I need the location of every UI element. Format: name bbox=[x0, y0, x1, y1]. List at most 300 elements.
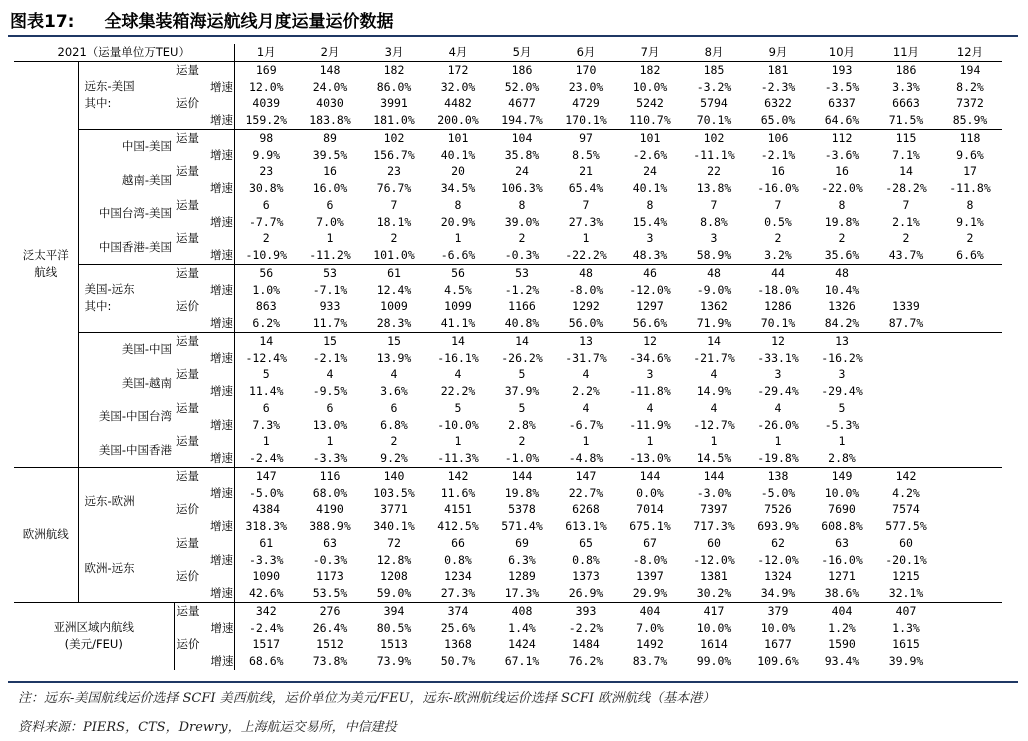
volume-cell: 20 bbox=[451, 164, 465, 179]
growth-cell: 10.0% bbox=[824, 485, 860, 500]
price-cell: 1512 bbox=[316, 637, 344, 652]
growth-label: 增速 bbox=[210, 384, 233, 398]
growth-cell: -16.1% bbox=[437, 350, 479, 365]
vol-label: 运量 bbox=[174, 264, 214, 281]
growth-cell: -10.9% bbox=[234, 247, 298, 264]
growth-cell: 13.8% bbox=[696, 181, 732, 195]
growth-cell: -3.3% bbox=[312, 451, 348, 465]
growth-cell: 53.5% bbox=[312, 586, 348, 600]
group-label: 泛太平洋航线 bbox=[22, 248, 69, 280]
growth-cell: 8.5% bbox=[572, 147, 600, 162]
volume-cell: 97 bbox=[554, 129, 618, 146]
spacer bbox=[214, 400, 234, 417]
growth-cell: 12.4% bbox=[376, 282, 412, 297]
month-header: 4月 bbox=[448, 45, 468, 59]
volume-cell: 65 bbox=[579, 535, 593, 550]
growth-cell: -3.3% bbox=[234, 552, 298, 569]
growth-cell: 11.6% bbox=[440, 485, 476, 500]
spacer bbox=[214, 636, 234, 653]
month-header: 6月 bbox=[576, 45, 596, 59]
growth-cell bbox=[874, 383, 938, 400]
growth-cell: 2.8% bbox=[828, 451, 856, 465]
volume-cell: 5 bbox=[454, 400, 462, 415]
growth-cell: 159.2% bbox=[234, 112, 298, 129]
volume-cell: 48 bbox=[682, 264, 746, 281]
growth-cell: -31.7% bbox=[565, 350, 607, 365]
growth-cell: 15.4% bbox=[632, 214, 668, 229]
volume-cell: 8 bbox=[966, 197, 974, 212]
top-rule bbox=[8, 35, 1018, 37]
volume-cell bbox=[938, 602, 1002, 619]
growth-cell: 103.5% bbox=[373, 485, 415, 500]
volume-cell: 24 bbox=[515, 164, 529, 179]
growth-cell: 34.5% bbox=[440, 181, 476, 195]
volume-cell: 7 bbox=[582, 197, 590, 212]
growth-cell: -13.0% bbox=[629, 451, 671, 465]
volume-cell: 2 bbox=[390, 231, 398, 246]
growth-cell: 56.0% bbox=[568, 316, 604, 330]
growth-cell: -12.0% bbox=[757, 552, 799, 567]
growth-label: 增速 bbox=[210, 451, 233, 465]
volume-cell: 407 bbox=[874, 602, 938, 619]
growth-cell bbox=[938, 315, 1002, 332]
growth-cell: 14.5% bbox=[696, 451, 732, 465]
sub-route-name: 美国-中国 bbox=[78, 332, 174, 366]
price-cell: 1166 bbox=[508, 299, 536, 314]
volume-cell: 5 bbox=[838, 400, 846, 415]
price-cell: 1234 bbox=[444, 569, 472, 584]
price-cell: 4482 bbox=[444, 96, 472, 111]
volume-cell: 102 bbox=[362, 129, 426, 146]
month-header: 3月 bbox=[384, 45, 404, 59]
volume-cell: 23 bbox=[387, 164, 401, 179]
volume-cell: 14 bbox=[426, 332, 490, 349]
growth-cell: 70.1% bbox=[760, 316, 796, 330]
growth-cell: 1.0% bbox=[234, 282, 298, 299]
growth-label: 增速 bbox=[210, 620, 234, 635]
volume-cell: 62 bbox=[771, 535, 785, 550]
growth-cell: 1.3% bbox=[892, 620, 920, 635]
volume-cell: 12 bbox=[618, 332, 682, 349]
growth-cell: -22.0% bbox=[821, 181, 863, 195]
vol-label: 运量 bbox=[176, 164, 199, 179]
volume-cell: 169 bbox=[234, 61, 298, 78]
vol-label: 运量 bbox=[176, 231, 199, 246]
price-cell: 1517 bbox=[234, 636, 298, 653]
volume-cell: 7 bbox=[390, 197, 398, 212]
volume-cell: 14 bbox=[899, 164, 913, 179]
price-cell: 1368 bbox=[444, 637, 472, 652]
volume-cell: 4 bbox=[390, 367, 398, 382]
volume-cell: 15 bbox=[298, 332, 362, 349]
volume-cell: 147 bbox=[234, 467, 298, 484]
growth-cell: 14.9% bbox=[696, 384, 732, 398]
sub-route-name: 中国-美国 bbox=[78, 129, 174, 163]
growth-cell: -11.8% bbox=[629, 384, 671, 398]
growth-cell: -3.5% bbox=[824, 79, 860, 94]
growth-cell: 35.8% bbox=[504, 147, 540, 162]
volume-cell bbox=[874, 400, 938, 417]
growth-cell: 13.0% bbox=[312, 417, 348, 432]
volume-cell: 2 bbox=[518, 231, 526, 246]
growth-cell: -11.8% bbox=[949, 181, 991, 195]
data-table bbox=[14, 44, 1002, 670]
growth-cell: -7.1% bbox=[312, 282, 348, 297]
price-cell: 1271 bbox=[828, 569, 856, 584]
growth-cell: 67.1% bbox=[504, 654, 540, 668]
growth-cell: 65.4% bbox=[568, 181, 604, 195]
volume-cell: 3 bbox=[646, 231, 654, 246]
price-cell: 1009 bbox=[380, 299, 408, 314]
sub-route-name: 中国台湾-美国 bbox=[98, 206, 172, 220]
growth-cell: -12.0% bbox=[629, 282, 671, 297]
group-intra-asia bbox=[14, 602, 174, 670]
price-cell: 1215 bbox=[892, 569, 920, 584]
growth-cell: 101.0% bbox=[373, 248, 415, 262]
volume-cell: 276 bbox=[298, 602, 362, 619]
growth-cell: 28.3% bbox=[376, 316, 412, 330]
volume-cell bbox=[874, 366, 938, 383]
volume-cell bbox=[938, 535, 1002, 552]
volume-cell: 16 bbox=[835, 164, 849, 179]
growth-cell: -0.3% bbox=[312, 552, 348, 567]
month-header: 9月 bbox=[768, 45, 788, 59]
price-cell: 3991 bbox=[380, 96, 408, 111]
growth-cell: 110.7% bbox=[629, 113, 671, 127]
price-cell: 4151 bbox=[444, 502, 472, 517]
volume-cell: 144 bbox=[490, 467, 554, 484]
table-row bbox=[14, 366, 1002, 383]
price-cell: 1208 bbox=[380, 569, 408, 584]
volume-cell: 2 bbox=[774, 231, 782, 246]
volume-cell: 24 bbox=[643, 164, 657, 179]
growth-cell: -7.7% bbox=[234, 214, 298, 231]
volume-cell: 21 bbox=[579, 164, 593, 179]
volume-cell: 374 bbox=[426, 602, 490, 619]
volume-cell: 101 bbox=[426, 129, 490, 146]
volume-cell: 2 bbox=[838, 231, 846, 246]
price-cell: 7372 bbox=[956, 96, 984, 111]
volume-cell: 1 bbox=[326, 434, 334, 449]
vol-label: 运量 bbox=[174, 602, 214, 619]
growth-cell: 1.4% bbox=[508, 620, 536, 635]
growth-cell: 19.8% bbox=[504, 485, 540, 500]
growth-cell: -5.0% bbox=[234, 485, 298, 502]
growth-cell: 170.1% bbox=[565, 113, 607, 127]
growth-cell: 11.4% bbox=[234, 383, 298, 400]
route-label: 远东-美国 bbox=[84, 79, 135, 94]
growth-cell: 68.6% bbox=[234, 653, 298, 670]
growth-cell: 2.2% bbox=[572, 384, 600, 398]
growth-cell: 87.7% bbox=[888, 316, 924, 330]
month-header: 12月 bbox=[956, 45, 984, 59]
growth-label: 增速 bbox=[210, 316, 233, 330]
vol-label: 运量 bbox=[174, 129, 214, 146]
volume-cell: 4 bbox=[710, 400, 718, 415]
growth-cell: -12.7% bbox=[693, 417, 735, 432]
spacer bbox=[214, 467, 234, 484]
growth-cell: -21.7% bbox=[693, 350, 735, 365]
price-cell: 1292 bbox=[572, 299, 600, 314]
volume-cell: 14 bbox=[234, 332, 298, 349]
volume-cell: 56 bbox=[234, 264, 298, 281]
growth-cell: 76.2% bbox=[568, 654, 604, 668]
growth-cell: 8.8% bbox=[700, 214, 728, 229]
source-note: 资料来源：PIERS，CTS，Drewry，上海航运交易所，中信建投 bbox=[18, 720, 397, 735]
growth-cell: 52.0% bbox=[504, 79, 540, 94]
growth-cell: -2.4% bbox=[234, 620, 298, 637]
price-cell bbox=[938, 501, 1002, 518]
growth-cell: 12.8% bbox=[376, 552, 412, 567]
spacer bbox=[214, 535, 234, 552]
group-transpacific bbox=[14, 61, 78, 467]
volume-cell: 8 bbox=[838, 197, 846, 212]
growth-cell: 37.9% bbox=[504, 384, 540, 398]
price-cell: 7526 bbox=[764, 502, 792, 517]
growth-cell: 65.0% bbox=[760, 113, 796, 127]
price-cell: 1090 bbox=[234, 568, 298, 585]
growth-cell: 693.9% bbox=[757, 519, 799, 533]
volume-cell: 61 bbox=[362, 264, 426, 281]
growth-cell: -2.2% bbox=[568, 620, 604, 635]
growth-cell: -22.2% bbox=[565, 248, 607, 262]
growth-cell: 29.9% bbox=[632, 586, 668, 600]
volume-cell: 142 bbox=[874, 467, 938, 484]
volume-cell bbox=[938, 366, 1002, 383]
volume-cell: 194 bbox=[938, 61, 1002, 78]
volume-cell: 3 bbox=[774, 367, 782, 382]
growth-cell: 6.6% bbox=[956, 248, 984, 262]
table-note: 注：远东-美国航线运价选择 SCFI 美西航线，运价单位为美元/FEU，远东-欧洲航线运价选择 SCFI 欧洲航线（基本港） bbox=[18, 691, 716, 706]
growth-cell: 0.8% bbox=[572, 552, 600, 567]
growth-cell: 12.0% bbox=[234, 79, 298, 96]
growth-cell: 76.7% bbox=[376, 181, 412, 195]
growth-cell bbox=[874, 350, 938, 367]
volume-cell bbox=[874, 332, 938, 349]
volume-cell: 1 bbox=[838, 434, 846, 449]
route-sub-label: 其中: bbox=[84, 96, 112, 111]
volume-cell: 63 bbox=[323, 535, 337, 550]
growth-cell: -20.1% bbox=[885, 552, 927, 567]
table-row bbox=[14, 61, 1002, 78]
growth-cell: -4.8% bbox=[568, 451, 604, 465]
growth-cell bbox=[938, 585, 1002, 602]
growth-cell: -12.0% bbox=[693, 552, 735, 567]
volume-cell: 379 bbox=[746, 602, 810, 619]
growth-cell: 26.9% bbox=[568, 586, 604, 600]
price-cell: 1326 bbox=[828, 299, 856, 314]
volume-cell: 63 bbox=[835, 535, 849, 550]
route-sub-label: 其中: bbox=[84, 299, 112, 314]
growth-cell: 10.4% bbox=[824, 282, 860, 297]
volume-cell: 1 bbox=[774, 434, 782, 449]
growth-cell: 613.1% bbox=[565, 519, 607, 533]
growth-cell: 156.7% bbox=[373, 147, 415, 162]
route-label: 欧洲-远东 bbox=[84, 560, 135, 575]
price-cell: 6663 bbox=[892, 96, 920, 111]
volume-cell: 69 bbox=[515, 535, 529, 550]
volume-cell: 4 bbox=[774, 400, 782, 415]
growth-cell: 71.5% bbox=[888, 113, 924, 127]
month-header: 5月 bbox=[512, 45, 532, 59]
volume-cell: 1 bbox=[710, 434, 718, 449]
growth-cell: 48.3% bbox=[632, 248, 668, 262]
price-cell: 1297 bbox=[636, 299, 664, 314]
volume-cell: 4 bbox=[454, 367, 462, 382]
group-label: 亚洲区域内航线 bbox=[53, 620, 134, 635]
growth-cell: 7.3% bbox=[234, 417, 298, 434]
volume-cell: 186 bbox=[490, 61, 554, 78]
route-name bbox=[78, 467, 174, 535]
price-cell: 1099 bbox=[444, 299, 472, 314]
spacer bbox=[214, 61, 234, 78]
growth-cell: -12.4% bbox=[234, 350, 298, 367]
spacer bbox=[214, 163, 234, 180]
table-row bbox=[14, 400, 1002, 417]
growth-cell: -16.0% bbox=[821, 552, 863, 567]
month-header: 7月 bbox=[640, 45, 660, 59]
growth-cell: 41.1% bbox=[440, 316, 476, 330]
volume-cell: 101 bbox=[618, 129, 682, 146]
spacer bbox=[214, 568, 234, 585]
price-cell: 4729 bbox=[572, 96, 600, 111]
figure-title bbox=[10, 6, 393, 32]
growth-cell: 93.4% bbox=[824, 654, 860, 668]
growth-cell: -16.0% bbox=[757, 181, 799, 195]
growth-cell: -16.2% bbox=[821, 350, 863, 365]
volume-cell: 4 bbox=[326, 367, 334, 382]
price-cell: 6337 bbox=[828, 96, 856, 111]
vol-label: 运量 bbox=[174, 61, 214, 78]
volume-cell: 5 bbox=[518, 400, 526, 415]
growth-cell: 85.9% bbox=[952, 113, 988, 127]
growth-cell: 106.3% bbox=[501, 181, 543, 195]
volume-cell: 181 bbox=[746, 61, 810, 78]
growth-cell bbox=[874, 417, 938, 434]
volume-cell: 118 bbox=[938, 129, 1002, 146]
volume-cell: 1 bbox=[646, 434, 654, 449]
growth-cell: -8.0% bbox=[632, 552, 668, 567]
growth-cell: 23.0% bbox=[568, 79, 604, 94]
vol-label: 运量 bbox=[176, 197, 199, 212]
route-name bbox=[78, 61, 174, 129]
growth-cell: -3.6% bbox=[824, 147, 860, 162]
price-cell: 1677 bbox=[764, 637, 792, 652]
price-cell: 7690 bbox=[828, 502, 856, 517]
price-cell: 4677 bbox=[508, 96, 536, 111]
volume-cell: 3 bbox=[838, 367, 846, 382]
growth-cell: -3.0% bbox=[696, 485, 732, 500]
growth-cell: -1.2% bbox=[504, 282, 540, 297]
volume-cell: 4 bbox=[582, 367, 590, 382]
price-cell bbox=[938, 568, 1002, 585]
table-row bbox=[14, 467, 1002, 484]
volume-cell: 7 bbox=[774, 197, 782, 212]
table-row bbox=[14, 197, 1002, 214]
spacer bbox=[214, 501, 234, 518]
volume-cell: 147 bbox=[554, 467, 618, 484]
volume-cell: 185 bbox=[682, 61, 746, 78]
growth-cell: -11.1% bbox=[693, 147, 735, 162]
price-cell: 6268 bbox=[572, 502, 600, 517]
price-cell: 4039 bbox=[234, 95, 298, 112]
growth-cell: -9.0% bbox=[696, 282, 732, 297]
price-cell: 1339 bbox=[892, 299, 920, 314]
spacer bbox=[214, 230, 234, 247]
price-cell: 7397 bbox=[700, 502, 728, 517]
growth-cell: 26.4% bbox=[312, 620, 348, 635]
growth-cell: -0.3% bbox=[504, 248, 540, 262]
growth-cell: 0.5% bbox=[764, 214, 792, 229]
volume-cell: 5 bbox=[518, 367, 526, 382]
spacer bbox=[214, 95, 234, 112]
growth-cell: 64.6% bbox=[824, 113, 860, 127]
growth-cell: 86.0% bbox=[376, 79, 412, 94]
volume-cell: 3 bbox=[646, 367, 654, 382]
volume-cell bbox=[874, 433, 938, 450]
price-cell: 5242 bbox=[636, 96, 664, 111]
price-cell: 1373 bbox=[572, 569, 600, 584]
growth-cell: 18.1% bbox=[376, 214, 412, 229]
volume-cell: 417 bbox=[682, 602, 746, 619]
group-europe bbox=[14, 467, 78, 602]
volume-cell: 8 bbox=[646, 197, 654, 212]
price-cell: 1492 bbox=[636, 637, 664, 652]
growth-label: 增速 bbox=[210, 214, 233, 229]
sub-route-name: 美国-中国台湾 bbox=[98, 409, 172, 423]
price-cell: 1590 bbox=[828, 637, 856, 652]
volume-cell: 6 bbox=[234, 400, 298, 417]
growth-cell: 9.1% bbox=[956, 214, 984, 229]
price-label: 运价 bbox=[176, 502, 199, 517]
volume-cell: 4 bbox=[710, 367, 718, 382]
growth-cell: -2.1% bbox=[760, 147, 796, 162]
volume-cell: 404 bbox=[810, 602, 874, 619]
growth-cell bbox=[874, 282, 938, 299]
volume-cell: 4 bbox=[582, 400, 590, 415]
growth-cell: -11.3% bbox=[437, 451, 479, 465]
growth-cell: 0.8% bbox=[444, 552, 472, 567]
growth-cell: 717.3% bbox=[693, 519, 735, 533]
growth-cell bbox=[938, 485, 1002, 502]
vol-label: 运量 bbox=[174, 467, 214, 484]
growth-label: 增速 bbox=[210, 350, 233, 365]
growth-cell: 571.4% bbox=[501, 519, 543, 533]
volume-cell bbox=[938, 433, 1002, 450]
growth-cell: 32.1% bbox=[888, 586, 924, 600]
volume-cell: 67 bbox=[643, 535, 657, 550]
growth-cell: -28.2% bbox=[885, 181, 927, 195]
volume-cell: 115 bbox=[874, 129, 938, 146]
unit-label: (美元/FEU) bbox=[64, 637, 123, 652]
growth-cell: 7.0% bbox=[636, 620, 664, 635]
volume-cell bbox=[938, 332, 1002, 349]
growth-label: 增速 bbox=[210, 654, 234, 668]
growth-cell: 56.6% bbox=[632, 316, 668, 330]
growth-cell: -18.0% bbox=[757, 282, 799, 297]
volume-cell: 149 bbox=[810, 467, 874, 484]
volume-cell: 342 bbox=[234, 602, 298, 619]
growth-cell: 42.6% bbox=[234, 585, 298, 602]
growth-cell bbox=[938, 620, 1002, 637]
growth-cell: 50.7% bbox=[440, 654, 476, 668]
figure-heading: 全球集装箱海运航线月度运量运价数据 bbox=[104, 11, 394, 32]
volume-cell: 1 bbox=[582, 231, 590, 246]
price-cell: 1615 bbox=[892, 637, 920, 652]
price-cell: 4384 bbox=[234, 501, 298, 518]
price-cell: 4190 bbox=[316, 502, 344, 517]
growth-cell: 200.0% bbox=[437, 113, 479, 127]
